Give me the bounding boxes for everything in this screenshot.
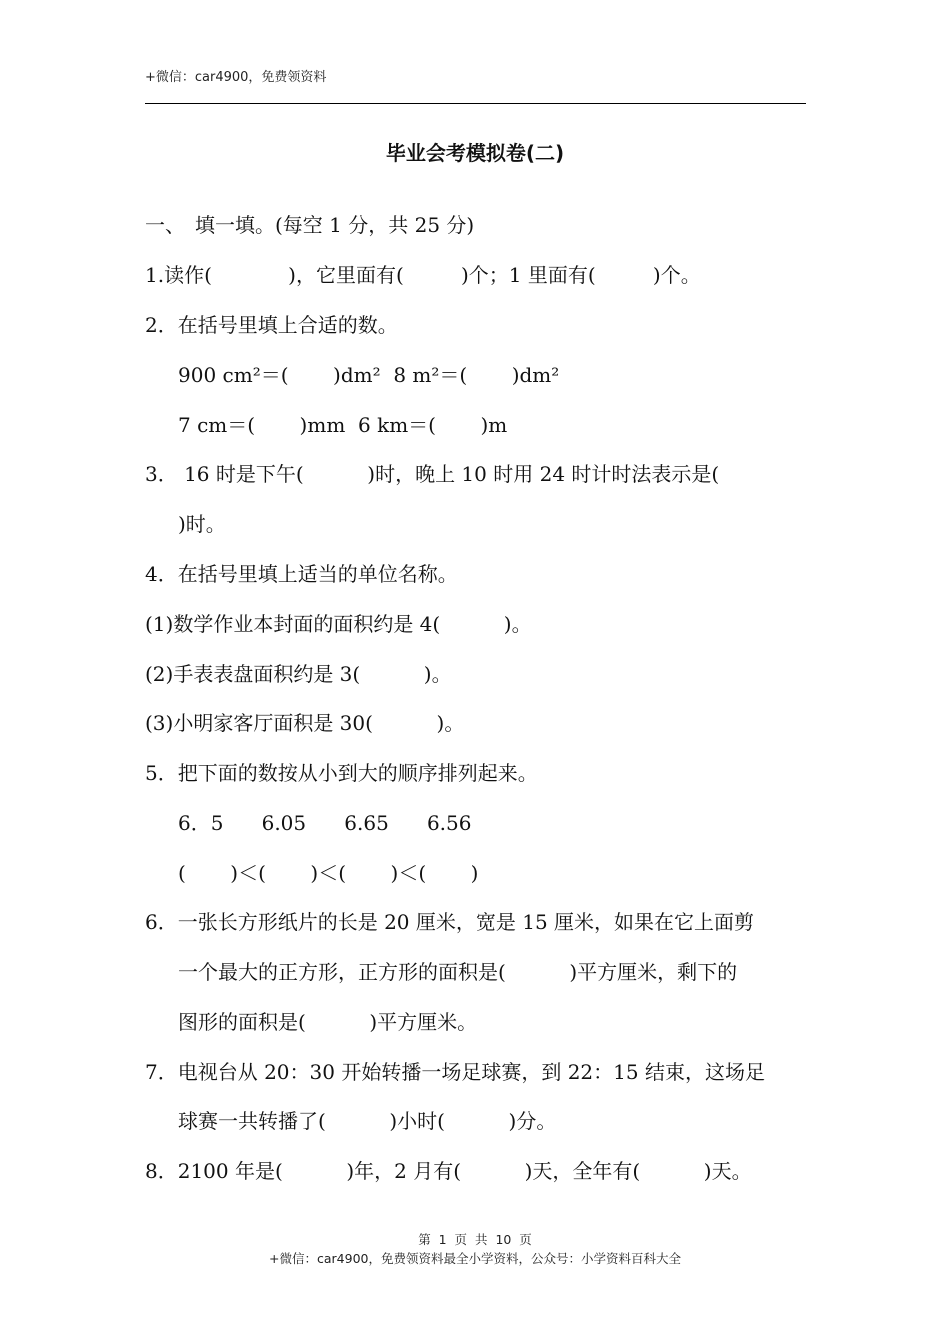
question-7-cont: 球赛一共转播了( )小时( )分。: [178, 1109, 557, 1133]
question-5-numbers: 6．5 6.05 6.65 6.56: [178, 811, 472, 835]
question-1: 1.读作( )，它里面有( )个；1 里面有( )个。: [145, 263, 701, 287]
header-divider: [145, 103, 806, 104]
question-6-cont-1: 一个最大的正方形，正方形的面积是( )平方厘米，剩下的: [178, 960, 738, 984]
section-heading: 一、 填一填。(每空 1 分，共 25 分): [145, 213, 475, 237]
question-6: 6．一张长方形纸片的长是 20 厘米，宽是 15 厘米，如果在它上面剪: [145, 910, 755, 934]
question-5-answer: ( )＜( )＜( )＜( ): [178, 861, 479, 885]
page-number: 第 1 页 共 10 页: [418, 1232, 532, 1247]
question-8: 8．2100 年是( )年，2 月有( )天，全年有( )天。: [145, 1159, 752, 1183]
question-5: 5．把下面的数按从小到大的顺序排列起来。: [145, 761, 538, 785]
question-2-line-1: 900 cm²＝( )dm² 8 m²＝( )dm²: [178, 363, 560, 387]
page-title: 毕业会考模拟卷(二): [385, 141, 565, 165]
question-4-3: (3)小明家客厅面积是 30( )。: [145, 711, 465, 735]
header-note: +微信：car4900，免费领资料: [145, 70, 327, 85]
question-3: 3． 16 时是下午( )时，晚上 10 时用 24 时计时法表示是(: [145, 462, 720, 486]
question-4-2: (2)手表表盘面积约是 3( )。: [145, 662, 452, 686]
question-3-cont: )时。: [178, 512, 226, 536]
footer-note: +微信：car4900，免费领资料最全小学资料，公众号：小学资料百科大全: [269, 1251, 681, 1266]
question-4: 4．在括号里填上适当的单位名称。: [145, 562, 458, 586]
question-2: 2．在括号里填上合适的数。: [145, 313, 398, 337]
question-7: 7．电视台从 20：30 开始转播一场足球赛，到 22：15 结束，这场足: [145, 1060, 765, 1084]
question-2-line-2: 7 cm＝( )mm 6 km＝( )m: [178, 413, 508, 437]
question-4-1: (1)数学作业本封面的面积约是 4( )。: [145, 612, 532, 636]
question-6-cont-2: 图形的面积是( )平方厘米。: [178, 1010, 478, 1034]
